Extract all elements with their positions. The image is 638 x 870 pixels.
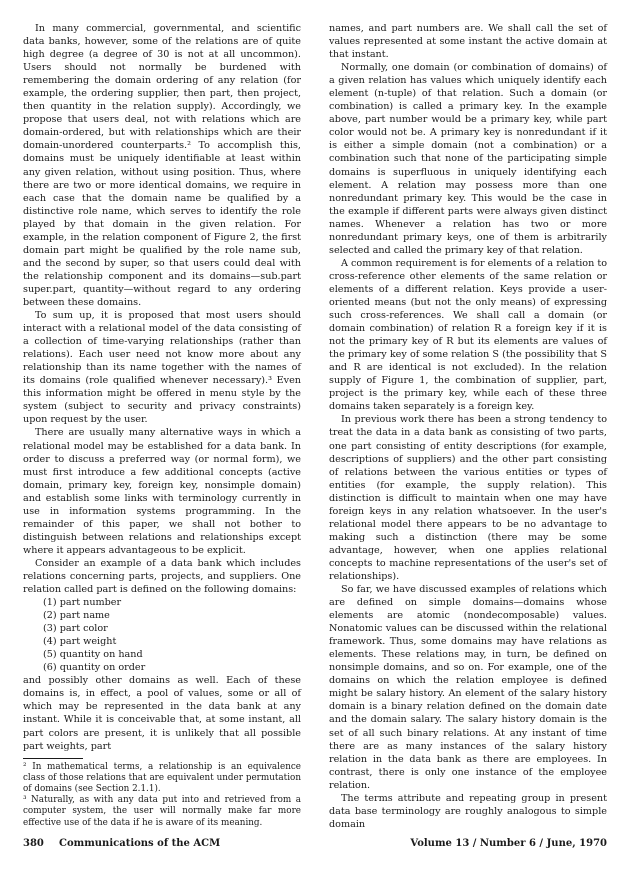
paragraph-domain-pool: and possibly other domains as well. Each of these domains is, in effect, a pool of values, some or all of which may be represented in the data bank at any instant. While it is conceivable that, at some instant, all part colors are present, it is unlikely that all possible part weights, part bbox=[23, 675, 301, 752]
domain-list-item: (3) part color bbox=[43, 623, 108, 635]
paragraph-terminology: The terms attribute and repeating group in present data base terminology are roughly analogous to simple domain bbox=[329, 792, 607, 830]
domain-list-item: (6) quantity on order bbox=[43, 662, 146, 674]
domain-list-item: (5) quantity on hand bbox=[43, 649, 143, 661]
paragraph-summary: To sum up, it is proposed that most users should interact with a relational model of the data consisting of a collection of time-varying relationships (rather than relations). Each user need not know more about any relationship than its name together with the names of its domains (role qualified whenever necessary).³ Even this information might be offered in menu style by the system (subject to security and privacy constraints) upon request by the user. bbox=[23, 310, 301, 426]
paragraph-active-domain: names, and part numbers are. We shall call the set of values represented at some instant the active domain at that instant. bbox=[329, 23, 607, 61]
domain-list-item: (4) part weight bbox=[43, 636, 117, 648]
domain-list-item: (2) part name bbox=[43, 610, 110, 622]
paragraph-role-names: In many commercial, governmental, and scientific data banks, however, some of the relations are of quite high degree (a degree of 30 is not at all uncommon). Users should not normally be burdened with remembering the domain ordering of any relation (for example, the ordering supplier, then part, then project, then quantity in the relation supply). Accordingly, we propose that users deal, not with relations which are domain-ordered, but with relationships which are their domain-unordered counterparts.² To accomplish this, domains must be uniquely identifiable at least within any given relation, without using position. Thus, where there are two or more identical domains, we require in each case that the domain name be qualified by a distinctive role name, which serves to identify the role played by that domain in the given relation. For example, in the relation component of Figure 2, the first domain part might be qualified by the role name sub, and the second by super, so that users could deal with the relationship component and its domains—sub.part super.part, quantity—without regard to any ordering between these domains. bbox=[23, 23, 301, 308]
footnote-divider bbox=[23, 758, 83, 759]
domain-list-item: (1) part number bbox=[43, 597, 122, 609]
footnote-2: ² In mathematical terms, a relationship is an equivalence class of those relations that are equivalent under permutation of domains (see Section 2.1.1). bbox=[23, 761, 301, 795]
paragraph-nonsimple-domains: So far, we have discussed examples of relations which are defined on simple domains—domains whose elements are atomic (nondecomposable) values. Nonatomic values can be discussed within the relational framework. Thus, some domains may have relations as elements. These relations may, in turn, be defined on nonsimple domains, and so on. For example, one of the domains on which the relation employee is defined might be salary history. An element of the salary history domain is a binary relation defined on the domain date and the domain salary. The salary history domain is the set of all such binary relations. At any instant of time there are as many instances of the salary history relation in the data bank as there are employees. In contrast, there is only one instance of the employee relation. bbox=[329, 584, 607, 791]
domain-list bbox=[23, 596, 301, 674]
page-number: 380 bbox=[23, 838, 44, 849]
paragraph-foreign-key: A common requirement is for elements of a relation to cross-reference other elements of the same relation or elements of a different relation. Keys provide a user-oriented means (but not the only means) of expressing such cross-references. We shall call a domain (or domain combination) of relation R a foreign key if it is not the primary key of R but its elements are values of the primary key of some relation S (the possibility that S and R are identical is not excluded). In the relation supply of Figure 1, the combination of supplier, part, project is the primary key, while each of these three domains taken separately is a foreign key. bbox=[329, 257, 607, 413]
paragraph-previous-work: In previous work there has been a strong tendency to treat the data in a data bank as consisting of two parts, one part consisting of entity descriptions (for example, descriptions of suppliers) and the other part consisting of relations between the various entities or types of entities (for example, the supply relation). This distinction is difficult to maintain when one may have foreign keys in any relation whatsoever. In the user's relational model there appears to be no advantage to making such a distinction (there may be some advantage, however, when one applies relational concepts to machine representations of the user's set of relationships). bbox=[329, 414, 607, 582]
journal-name: Communications of the ACM bbox=[59, 838, 221, 849]
page-footer bbox=[23, 838, 607, 852]
footnote-3: ³ Naturally, as with any data put into and retrieved from a computer system, the user will normally make far more effective use of the data if he is aware of its meaning. bbox=[23, 795, 301, 828]
left-column bbox=[23, 22, 301, 829]
right-column bbox=[329, 22, 607, 831]
paragraph-normal-form: There are usually many alternative ways in which a relational model may be established for a data bank. In order to discuss a preferred way (or normal form), we must first introduce a few additional concepts (active domain, primary key, foreign key, nonsimple domain) and establish some links with terminology currently in use in information systems programming. In the remainder of this paper, we shall not bother to distinguish between relations and relationships except where it appears advantageous to be explicit. bbox=[23, 427, 301, 556]
issue-info: Volume 13 / Number 6 / June, 1970 bbox=[410, 838, 607, 849]
paragraph-primary-key: Normally, one domain (or combination of domains) of a given relation has values which uniquely identify each element (n-tuple) of that relation. Such a domain (or combination) is called a primary key. In the example above, part number would be a primary key, while part color would not be. A primary key is nonredundant if it is either a simple domain (not a combination) or a combination such that none of the participating simple domains is superfluous in uniquely identifying each element. A relation may possess more than one nonredundant primary key. This would be the case in the example if different parts were always given distinct names. Whenever a relation has two or more nonredundant primary keys, one of them is arbitrarily selected and called the primary key of that relation. bbox=[329, 62, 607, 256]
paragraph-parts-example: Consider an example of a data bank which includes relations concerning parts, projects, and suppliers. One relation called part is defined on the following domains: bbox=[23, 557, 301, 596]
